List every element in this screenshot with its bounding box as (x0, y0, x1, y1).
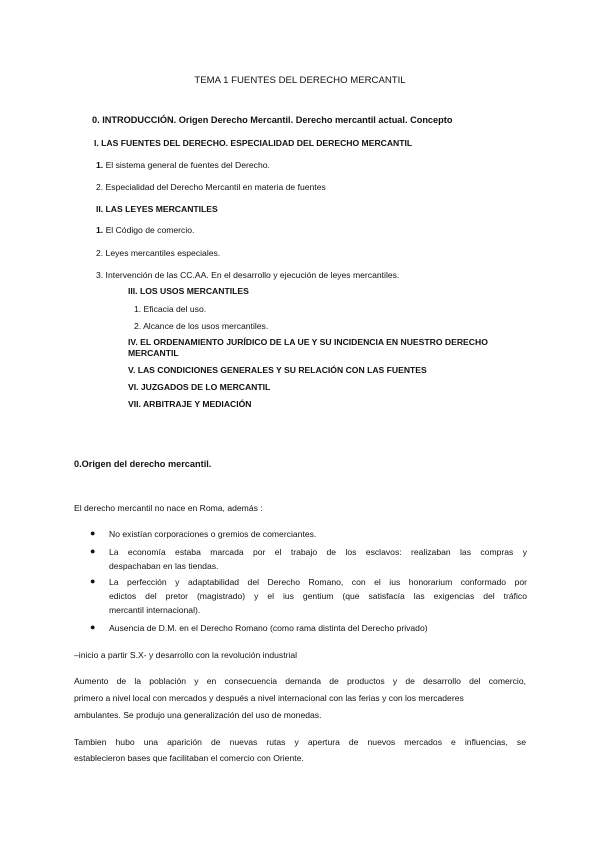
paragraph-growth-line-2: primero a nivel local con mercados y después a nivel internacional con las ferias y con los mercaderes (74, 693, 464, 703)
index-item-2-1 (96, 225, 194, 235)
index-item-number: 1. (96, 225, 104, 235)
index-item-2-3: 3. Intervención de las CC.AA. En el desarrollo y ejecución de leyes mercantiles. (96, 270, 400, 280)
paragraph-routes-line-1: Tambien hubo una aparición de nuevas rutas y apertura de nuevos mercados e influencias, se (74, 737, 526, 747)
index-intro: 0. INTRODUCCIÓN. Origen Derecho Mercantil. Derecho mercantil actual. Concepto (92, 115, 453, 125)
paragraph-growth-line-1: Aumento de la población y en consecuencia demanda de productos y de desarrollo del comercio, (74, 676, 526, 686)
index-item-number: 1. (96, 160, 104, 170)
bullet-1-line-1: No existían corporaciones o gremios de comerciantes. (109, 529, 317, 539)
index-item-text: El sistema general de fuentes del Derecho. (105, 160, 270, 170)
bullet-dot: ● (90, 528, 96, 538)
index-item-3-2: 2. Alcance de los usos mercantiles. (134, 321, 269, 331)
bullet-3-line-2: edictos del pretor (magistrado) y el ius gentium (que satisfacía las exigencias del tráfico (109, 591, 527, 601)
paragraph-routes-line-2: establecieron bases que facilitaban el comercio con Oriente. (74, 753, 304, 763)
bullet-3-line-3: mercantil internacional). (109, 605, 201, 615)
index-section-5: V. LAS CONDICIONES GENERALES Y SU RELACIÓN CON LAS FUENTES (128, 365, 427, 375)
index-section-2: II. LAS LEYES MERCANTILES (96, 204, 218, 214)
index-section-1: I. LAS FUENTES DEL DERECHO. ESPECIALIDAD DEL DERECHO MERCANTIL (94, 138, 413, 148)
section-heading: 0.Origen del derecho mercantil. (74, 459, 212, 469)
index-section-4-cont: MERCANTIL (128, 348, 179, 358)
page-title: TEMA 1 FUENTES DEL DERECHO MERCANTIL (194, 75, 406, 86)
index-section-6: VI. JUZGADOS DE LO MERCANTIL (128, 382, 271, 392)
bullet-dot: ● (90, 622, 96, 632)
index-item-2-2: 2. Leyes mercantiles especiales. (96, 248, 221, 258)
bullet-2-line-2: despachaban en las tiendas. (109, 561, 219, 571)
bullet-3-line-1: La perfección y adaptabilidad del Derecho Romano, con el ius honorarium conformado por (109, 577, 527, 587)
paragraph-origin: –inicio a partir S.X- y desarrollo con la revolución industrial (74, 650, 298, 660)
index-section-4: IV. EL ORDENAMIENTO JURÍDICO DE LA UE Y SU INCIDENCIA EN NUESTRO DERECHO (128, 337, 488, 347)
index-item-1-1 (96, 160, 270, 170)
bullet-dot: ● (90, 546, 96, 556)
paragraph-growth-line-3: ambulantes. Se produjo una generalización del uso de monedas. (74, 710, 322, 720)
paragraph-intro: El derecho mercantil no nace en Roma, además : (74, 503, 263, 513)
index-item-text: El Código de comercio. (105, 225, 195, 235)
index-item-1-2: 2. Especialidad del Derecho Mercantil en materia de fuentes (96, 182, 326, 192)
bullet-4-line-1: Ausencia de D.M. en el Derecho Romano (como rama distinta del Derecho privado) (109, 623, 428, 633)
bullet-2-line-1: La economía estaba marcada por el trabajo de los esclavos: realizaban las compras y (109, 547, 527, 557)
index-item-3-1: 1. Eficacia del uso. (134, 304, 207, 314)
index-section-7: VII. ARBITRAJE Y MEDIACIÓN (128, 399, 252, 409)
bullet-dot: ● (90, 576, 96, 586)
index-section-3: III. LOS USOS MERCANTILES (128, 286, 249, 296)
